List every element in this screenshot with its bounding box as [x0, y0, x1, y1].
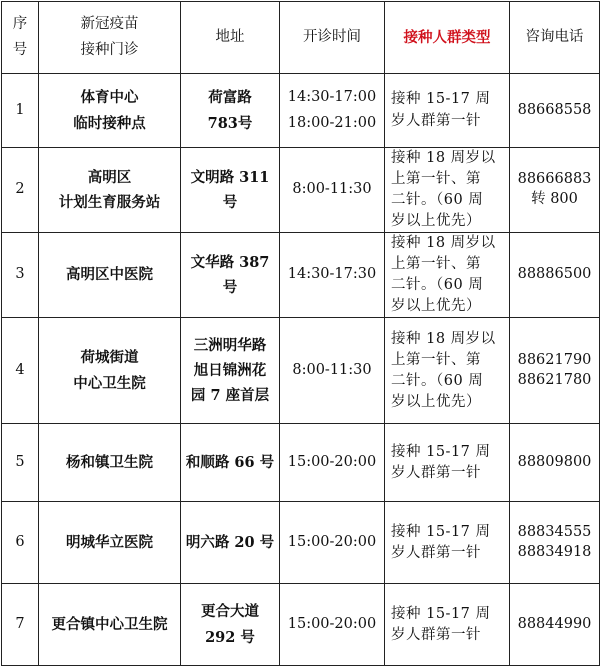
table-row — [2, 584, 600, 666]
cell-clinic — [39, 502, 181, 584]
cell-phone — [510, 148, 600, 233]
cell-hours-line: 15:00-20:00 — [287, 533, 377, 550]
cell-address-line: 园 7 座首层 — [190, 387, 270, 405]
cell-hours-line: 8:00-11:30 — [292, 181, 372, 198]
cell-hours — [280, 584, 385, 666]
cell-clinic-line: 杨和镇卫生院 — [66, 453, 153, 471]
cell-no-line: 5 — [15, 453, 25, 470]
cell-hours-line: 8:00-11:30 — [292, 361, 372, 378]
header-no-line: 序 — [12, 16, 28, 33]
cell-target-line: 上第一针、第 — [391, 171, 481, 188]
cell-target-line: 岁人群第一针 — [391, 544, 481, 561]
cell-target — [385, 74, 510, 148]
cell-no-line: 7 — [15, 615, 25, 632]
table-row — [2, 424, 600, 502]
cell-hours — [280, 148, 385, 233]
cell-phone — [510, 233, 600, 318]
cell-clinic-line: 高明区 — [87, 168, 132, 186]
cell-target-line: 接种 18 周岁以 — [391, 235, 496, 252]
cell-phone-line: 转 800 — [531, 191, 578, 208]
cell-target — [385, 148, 510, 233]
cell-hours — [280, 233, 385, 318]
cell-phone-line: 88886500 — [517, 266, 592, 283]
cell-phone-line: 88621780 — [517, 371, 592, 388]
table-row — [2, 148, 600, 233]
cell-address-line: 明六路 20 号 — [185, 533, 275, 551]
table-row — [2, 74, 600, 148]
cell-clinic-line: 中心卫生院 — [73, 374, 146, 392]
cell-phone — [510, 502, 600, 584]
cell-hours-line: 14:30-17:30 — [287, 266, 377, 283]
cell-target-line: 岁以上优先） — [391, 393, 481, 410]
cell-clinic-line: 荷城街道 — [80, 349, 139, 367]
cell-address-line: 783号 — [207, 114, 253, 132]
cell-clinic-line: 临时接种点 — [73, 114, 146, 132]
cell-phone-line: 88834918 — [517, 543, 592, 560]
cell-phone-line: 88666883 — [517, 171, 592, 188]
cell-address-line: 和顺路 66 号 — [185, 453, 275, 471]
cell-clinic-line: 计划生育服务站 — [58, 194, 161, 212]
table-row — [2, 233, 600, 318]
cell-clinic-line: 明城华立医院 — [66, 533, 153, 551]
cell-target-line: 上第一针、第 — [391, 351, 481, 368]
cell-no — [2, 424, 39, 502]
cell-clinic-line: 更合镇中心卫生院 — [51, 615, 168, 633]
cell-phone — [510, 318, 600, 424]
cell-address-line: 三洲明华路 — [193, 336, 267, 354]
cell-hours-line: 15:00-20:00 — [287, 453, 377, 470]
table-row — [2, 502, 600, 584]
cell-target-line: 接种 15-17 周 — [391, 605, 491, 622]
cell-hours — [280, 502, 385, 584]
header-phone: 咨询电话 — [510, 2, 600, 74]
cell-phone-line: 88621790 — [517, 352, 592, 369]
cell-no — [2, 584, 39, 666]
cell-address — [181, 502, 280, 584]
cell-target-line: 二针。（60 周 — [391, 277, 484, 294]
cell-phone-line: 88809800 — [517, 453, 592, 470]
cell-hours-line: 14:30-17:00 — [287, 89, 377, 106]
cell-address — [181, 318, 280, 424]
cell-address-line: 更合大道 — [201, 603, 259, 621]
cell-target-line: 岁以上优先） — [391, 298, 481, 315]
cell-no — [2, 502, 39, 584]
cell-phone — [510, 584, 600, 666]
cell-address-line: 292 号 — [205, 628, 255, 646]
cell-phone-line: 88844990 — [517, 615, 592, 632]
cell-target-line: 接种 15-17 周 — [391, 523, 491, 540]
cell-clinic — [39, 424, 181, 502]
cell-target-line: 接种 15-17 周 — [391, 443, 491, 460]
cell-address — [181, 233, 280, 318]
cell-clinic-line: 高明区中医院 — [66, 266, 153, 284]
table-body — [2, 74, 600, 666]
cell-target — [385, 424, 510, 502]
table-row — [2, 318, 600, 424]
cell-no-line: 2 — [15, 181, 25, 198]
cell-hours — [280, 74, 385, 148]
cell-target-line: 岁人群第一针 — [391, 626, 481, 643]
cell-target-line: 二针。（60 周 — [391, 192, 484, 209]
header-no — [2, 2, 39, 74]
cell-address-line: 荷富路 — [208, 89, 252, 107]
cell-no-line: 1 — [15, 101, 25, 118]
cell-address-line: 旭日锦洲花 — [193, 361, 267, 379]
cell-address — [181, 424, 280, 502]
cell-target — [385, 318, 510, 424]
cell-target — [385, 502, 510, 584]
cell-hours-line: 15:00-20:00 — [287, 615, 377, 632]
header-clinic-line: 新冠疫苗 — [80, 16, 139, 33]
cell-hours-line: 18:00-21:00 — [287, 114, 377, 131]
cell-no-line: 6 — [15, 533, 25, 550]
cell-clinic — [39, 148, 181, 233]
cell-no-line: 3 — [15, 266, 25, 283]
header-no-line: 号 — [12, 41, 28, 58]
cell-target-line: 岁以上优先） — [391, 213, 481, 230]
cell-target-line: 岁人群第一针 — [391, 112, 481, 129]
cell-phone-line: 88668558 — [517, 101, 592, 118]
cell-phone-line: 88834555 — [517, 524, 592, 541]
cell-target-line: 岁人群第一针 — [391, 464, 481, 481]
cell-address — [181, 74, 280, 148]
cell-clinic — [39, 74, 181, 148]
cell-phone — [510, 74, 600, 148]
cell-address — [181, 148, 280, 233]
cell-target — [385, 233, 510, 318]
cell-clinic — [39, 233, 181, 318]
cell-clinic — [39, 318, 181, 424]
cell-no — [2, 74, 39, 148]
cell-target-line: 接种 15-17 周 — [391, 91, 491, 108]
cell-clinic — [39, 584, 181, 666]
header-address: 地址 — [181, 2, 280, 74]
header-target: 接种人群类型 — [385, 2, 510, 74]
header-clinic-line: 接种门诊 — [80, 41, 139, 58]
cell-address — [181, 584, 280, 666]
cell-target-line: 接种 18 周岁以 — [391, 330, 496, 347]
cell-no — [2, 148, 39, 233]
cell-target-line: 接种 18 周岁以 — [391, 150, 496, 166]
cell-target-line: 二针。（60 周 — [391, 372, 484, 389]
cell-address-line: 文华路 387 号 — [190, 253, 270, 297]
cell-target-line: 上第一针、第 — [391, 256, 481, 273]
cell-address-line: 文明路 311 号 — [190, 168, 270, 212]
cell-phone — [510, 424, 600, 502]
header-clinic — [39, 2, 181, 74]
vaccination-clinic-table — [1, 1, 600, 666]
cell-no — [2, 233, 39, 318]
header-hours: 开诊时间 — [280, 2, 385, 74]
cell-clinic-line: 体育中心 — [80, 89, 139, 107]
cell-target — [385, 584, 510, 666]
cell-hours — [280, 424, 385, 502]
cell-hours — [280, 318, 385, 424]
cell-no — [2, 318, 39, 424]
cell-no-line: 4 — [15, 361, 25, 378]
header-row — [2, 2, 600, 74]
